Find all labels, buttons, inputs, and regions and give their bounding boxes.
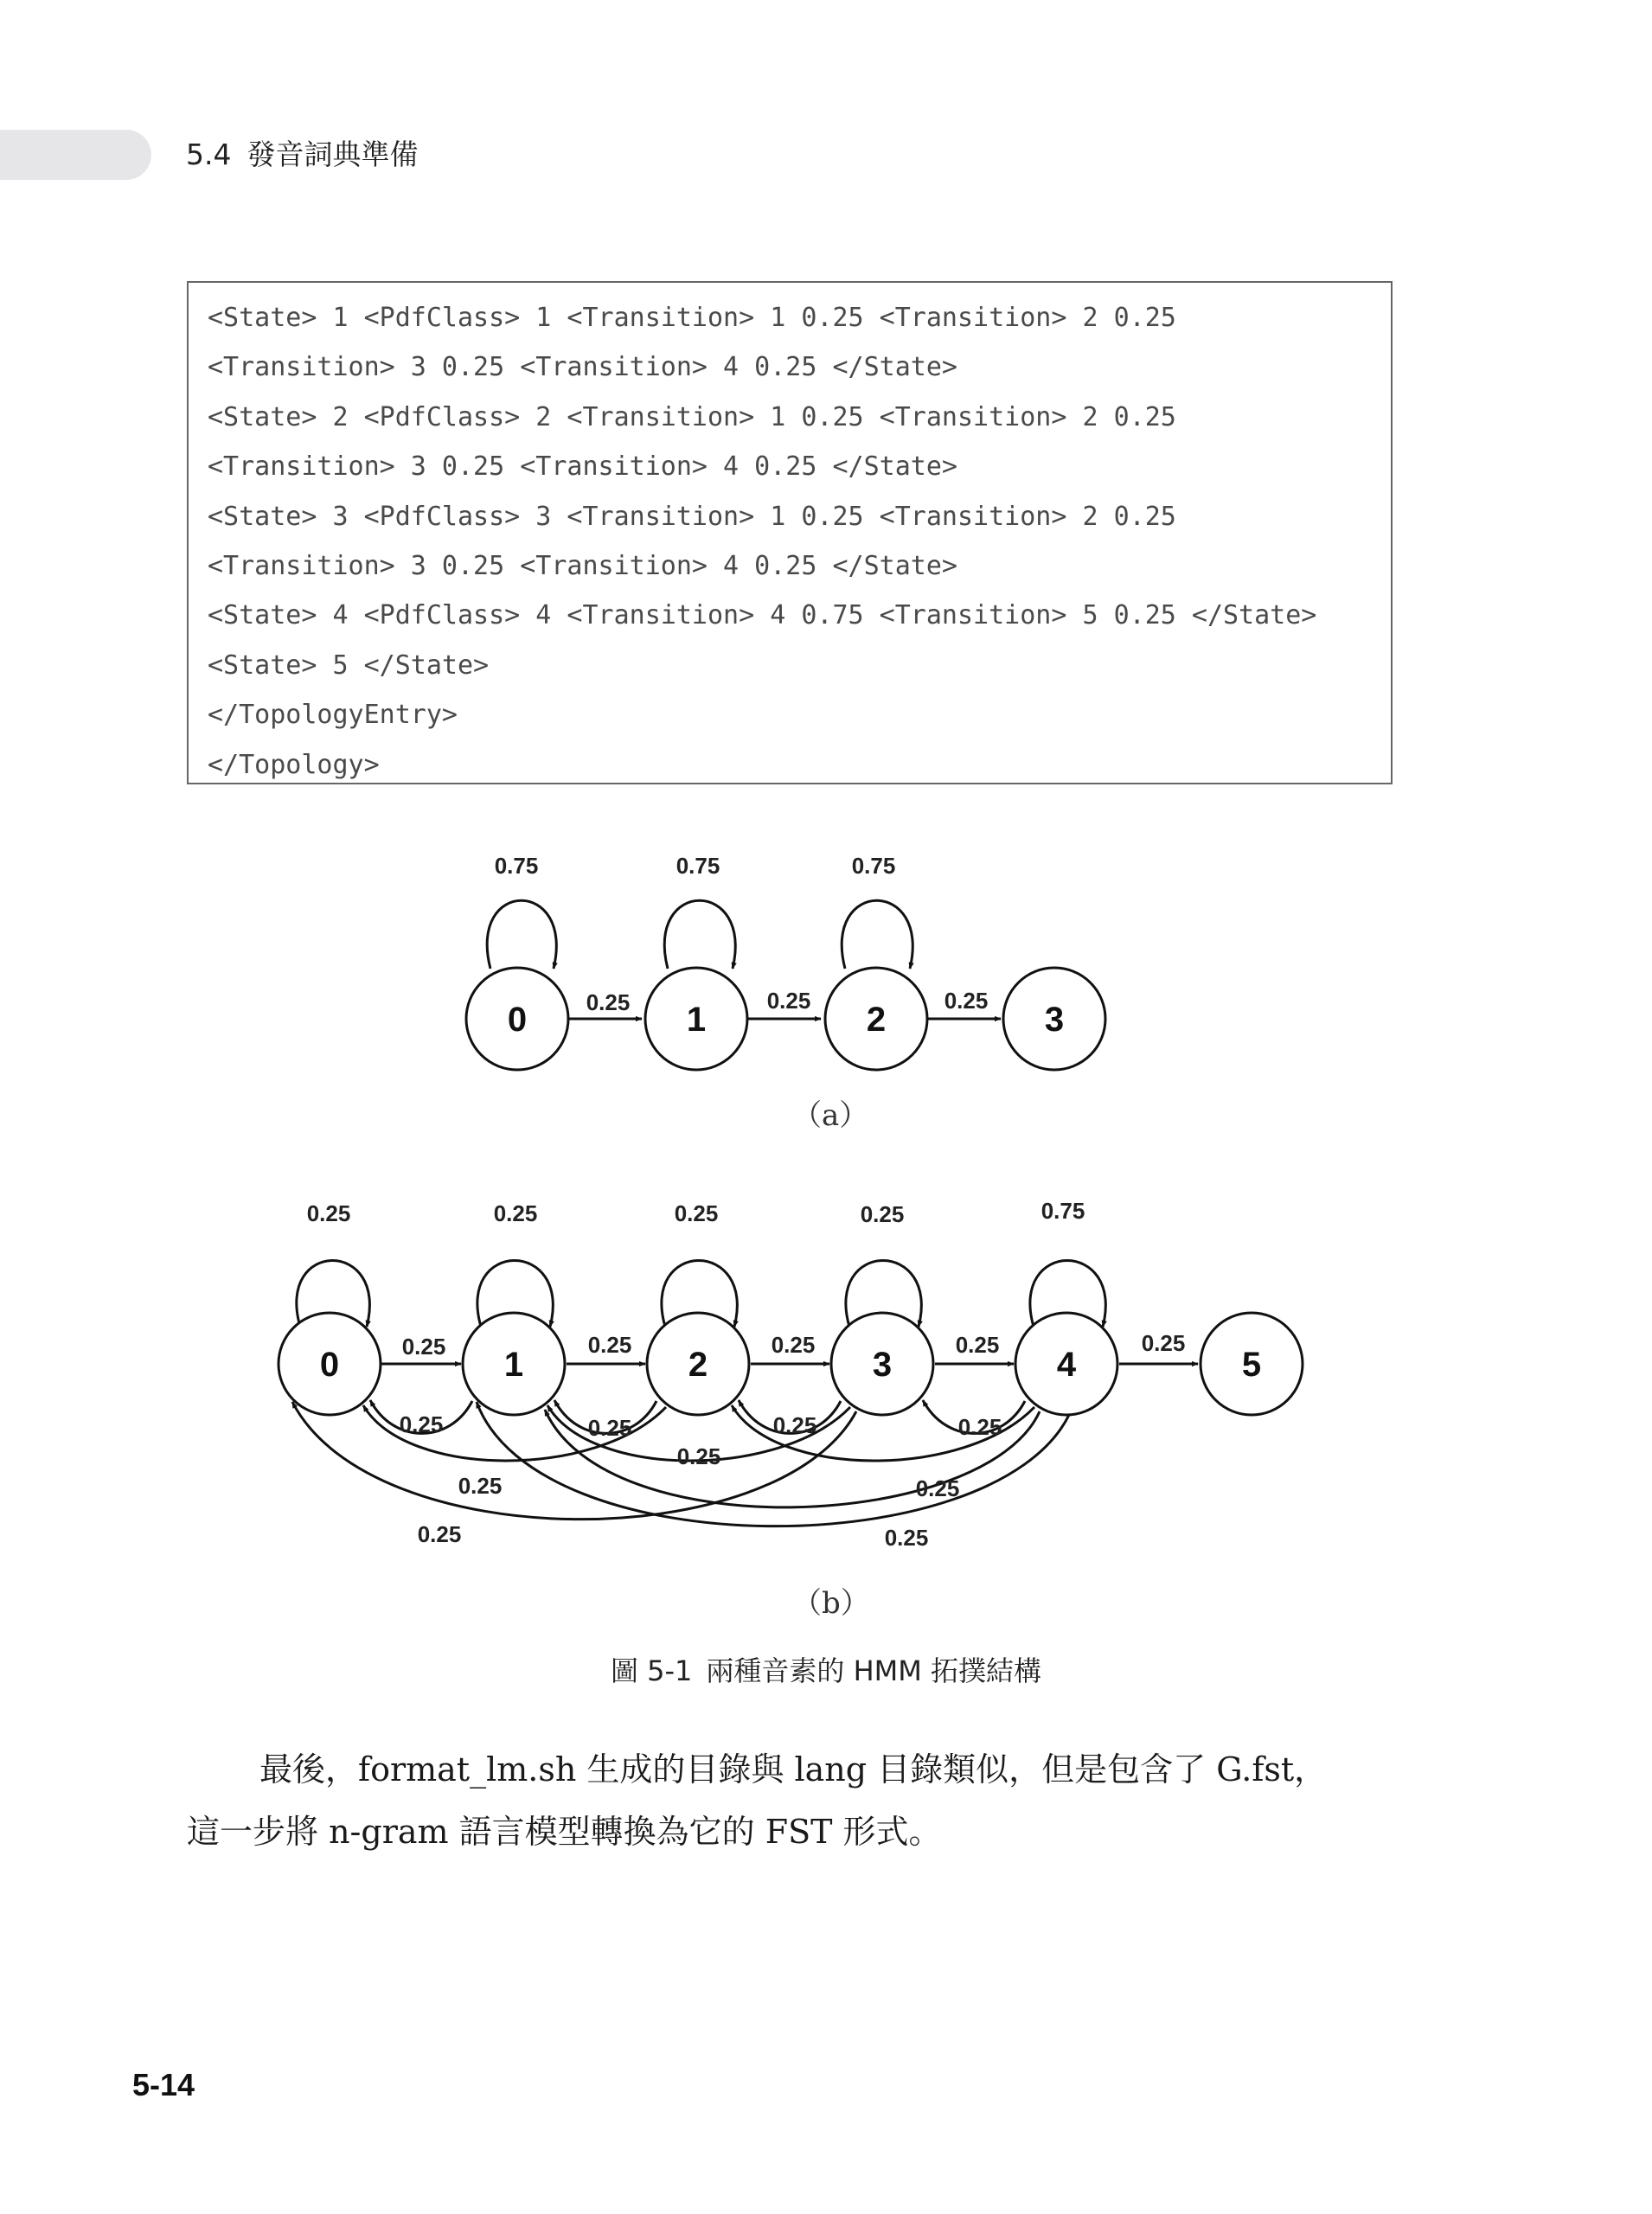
back-edge-label: 0.25 (676, 1443, 721, 1469)
self-loop-label: 0.25 (306, 1200, 351, 1226)
body-line: 最後，format_lm.sh 生成的目錄與 lang 目錄類似，但是包含了 G.fst， (259, 1750, 1328, 1788)
self-loop-label: 0.75 (494, 853, 539, 879)
self-loop-2 (842, 900, 912, 969)
forward-label: 0.25 (1141, 1330, 1186, 1356)
body-paragraph (187, 1738, 1398, 1863)
node-label: 3 (1044, 1001, 1065, 1039)
code-line: <State> 3 <PdfClass> 3 <Transition> 1 0.25 <Transition> 2 0.25 (208, 501, 1176, 532)
back-edge-label: 0.25 (458, 1473, 503, 1499)
section-number: 5.4 (186, 138, 232, 171)
self-loop-1 (664, 900, 735, 969)
forward-label: 0.25 (944, 988, 989, 1014)
header-tab (0, 130, 151, 180)
forward-label: 0.25 (401, 1334, 446, 1360)
back-edge-label: 0.25 (587, 1415, 632, 1441)
subfigure-caption-a: （a） (792, 1098, 869, 1133)
code-line: <State> 5 </State> (208, 649, 490, 681)
code-line: </Topology> (208, 749, 380, 780)
node-label: 2 (866, 1001, 887, 1039)
figure-title: 兩種音素的 HMM 拓撲結構 (706, 1654, 1042, 1687)
code-listing (187, 281, 1393, 784)
node-label: 0 (319, 1346, 340, 1384)
running-header (186, 136, 418, 174)
node-label: 0 (507, 1001, 528, 1039)
node-label: 1 (686, 1001, 707, 1039)
code-line: <State> 2 <PdfClass> 2 <Transition> 1 0.25 <Transition> 2 0.25 (208, 401, 1176, 432)
back-edge-label: 0.25 (915, 1475, 960, 1501)
figure-number: 圖 5-1 (610, 1654, 693, 1687)
code-line: <Transition> 3 0.25 <Transition> 4 0.25 </State> (208, 352, 957, 383)
code-line: </TopologyEntry> (208, 700, 458, 731)
subfigure-caption-b: （b） (792, 1586, 870, 1621)
back-edge-label: 0.25 (399, 1411, 444, 1437)
node-label: 1 (503, 1346, 524, 1384)
code-line: <Transition> 3 0.25 <Transition> 4 0.25 </State> (208, 451, 957, 483)
forward-label: 0.25 (955, 1332, 1000, 1358)
node-label: 2 (688, 1346, 708, 1384)
node-label: 4 (1056, 1346, 1077, 1384)
self-loop-label: 0.75 (1041, 1198, 1085, 1224)
forward-label: 0.25 (587, 1332, 632, 1358)
node-label: 3 (872, 1346, 893, 1384)
forward-label: 0.25 (766, 988, 811, 1014)
back-edge-label: 0.25 (884, 1525, 929, 1548)
self-loop-label: 0.25 (860, 1201, 905, 1227)
back-edge-3-0 (292, 1402, 856, 1520)
hmm-diagram-b (0, 1185, 1652, 1548)
back-edge-label: 0.25 (772, 1412, 817, 1438)
page-number: 5-14 (132, 2067, 195, 2102)
body-line: 這一步將 n-gram 語言模型轉換為它的 FST 形式。 (187, 1813, 942, 1851)
code-line: <State> 1 <PdfClass> 1 <Transition> 1 0.25 <Transition> 2 0.25 (208, 303, 1176, 333)
code-line: <State> 4 <PdfClass> 4 <Transition> 4 0.75 <Transition> 5 0.25 </State> (208, 600, 1317, 631)
forward-label: 0.25 (586, 989, 631, 1015)
section-title: 發音詞典準備 (247, 138, 419, 171)
self-loop-0 (487, 900, 556, 969)
self-loop-label: 0.75 (851, 853, 896, 879)
code-line: <Transition> 3 0.25 <Transition> 4 0.25 </State> (208, 550, 957, 581)
back-edge-label: 0.25 (417, 1521, 462, 1547)
node-label: 5 (1241, 1346, 1262, 1384)
self-loop-label: 0.25 (493, 1200, 538, 1226)
forward-label: 0.25 (771, 1332, 816, 1358)
back-edge-label: 0.25 (957, 1414, 1002, 1440)
self-loop-label: 0.25 (674, 1200, 719, 1226)
hmm-diagram-a (0, 830, 1652, 1090)
self-loop-label: 0.75 (676, 853, 720, 879)
figure-caption (0, 1649, 1652, 1689)
